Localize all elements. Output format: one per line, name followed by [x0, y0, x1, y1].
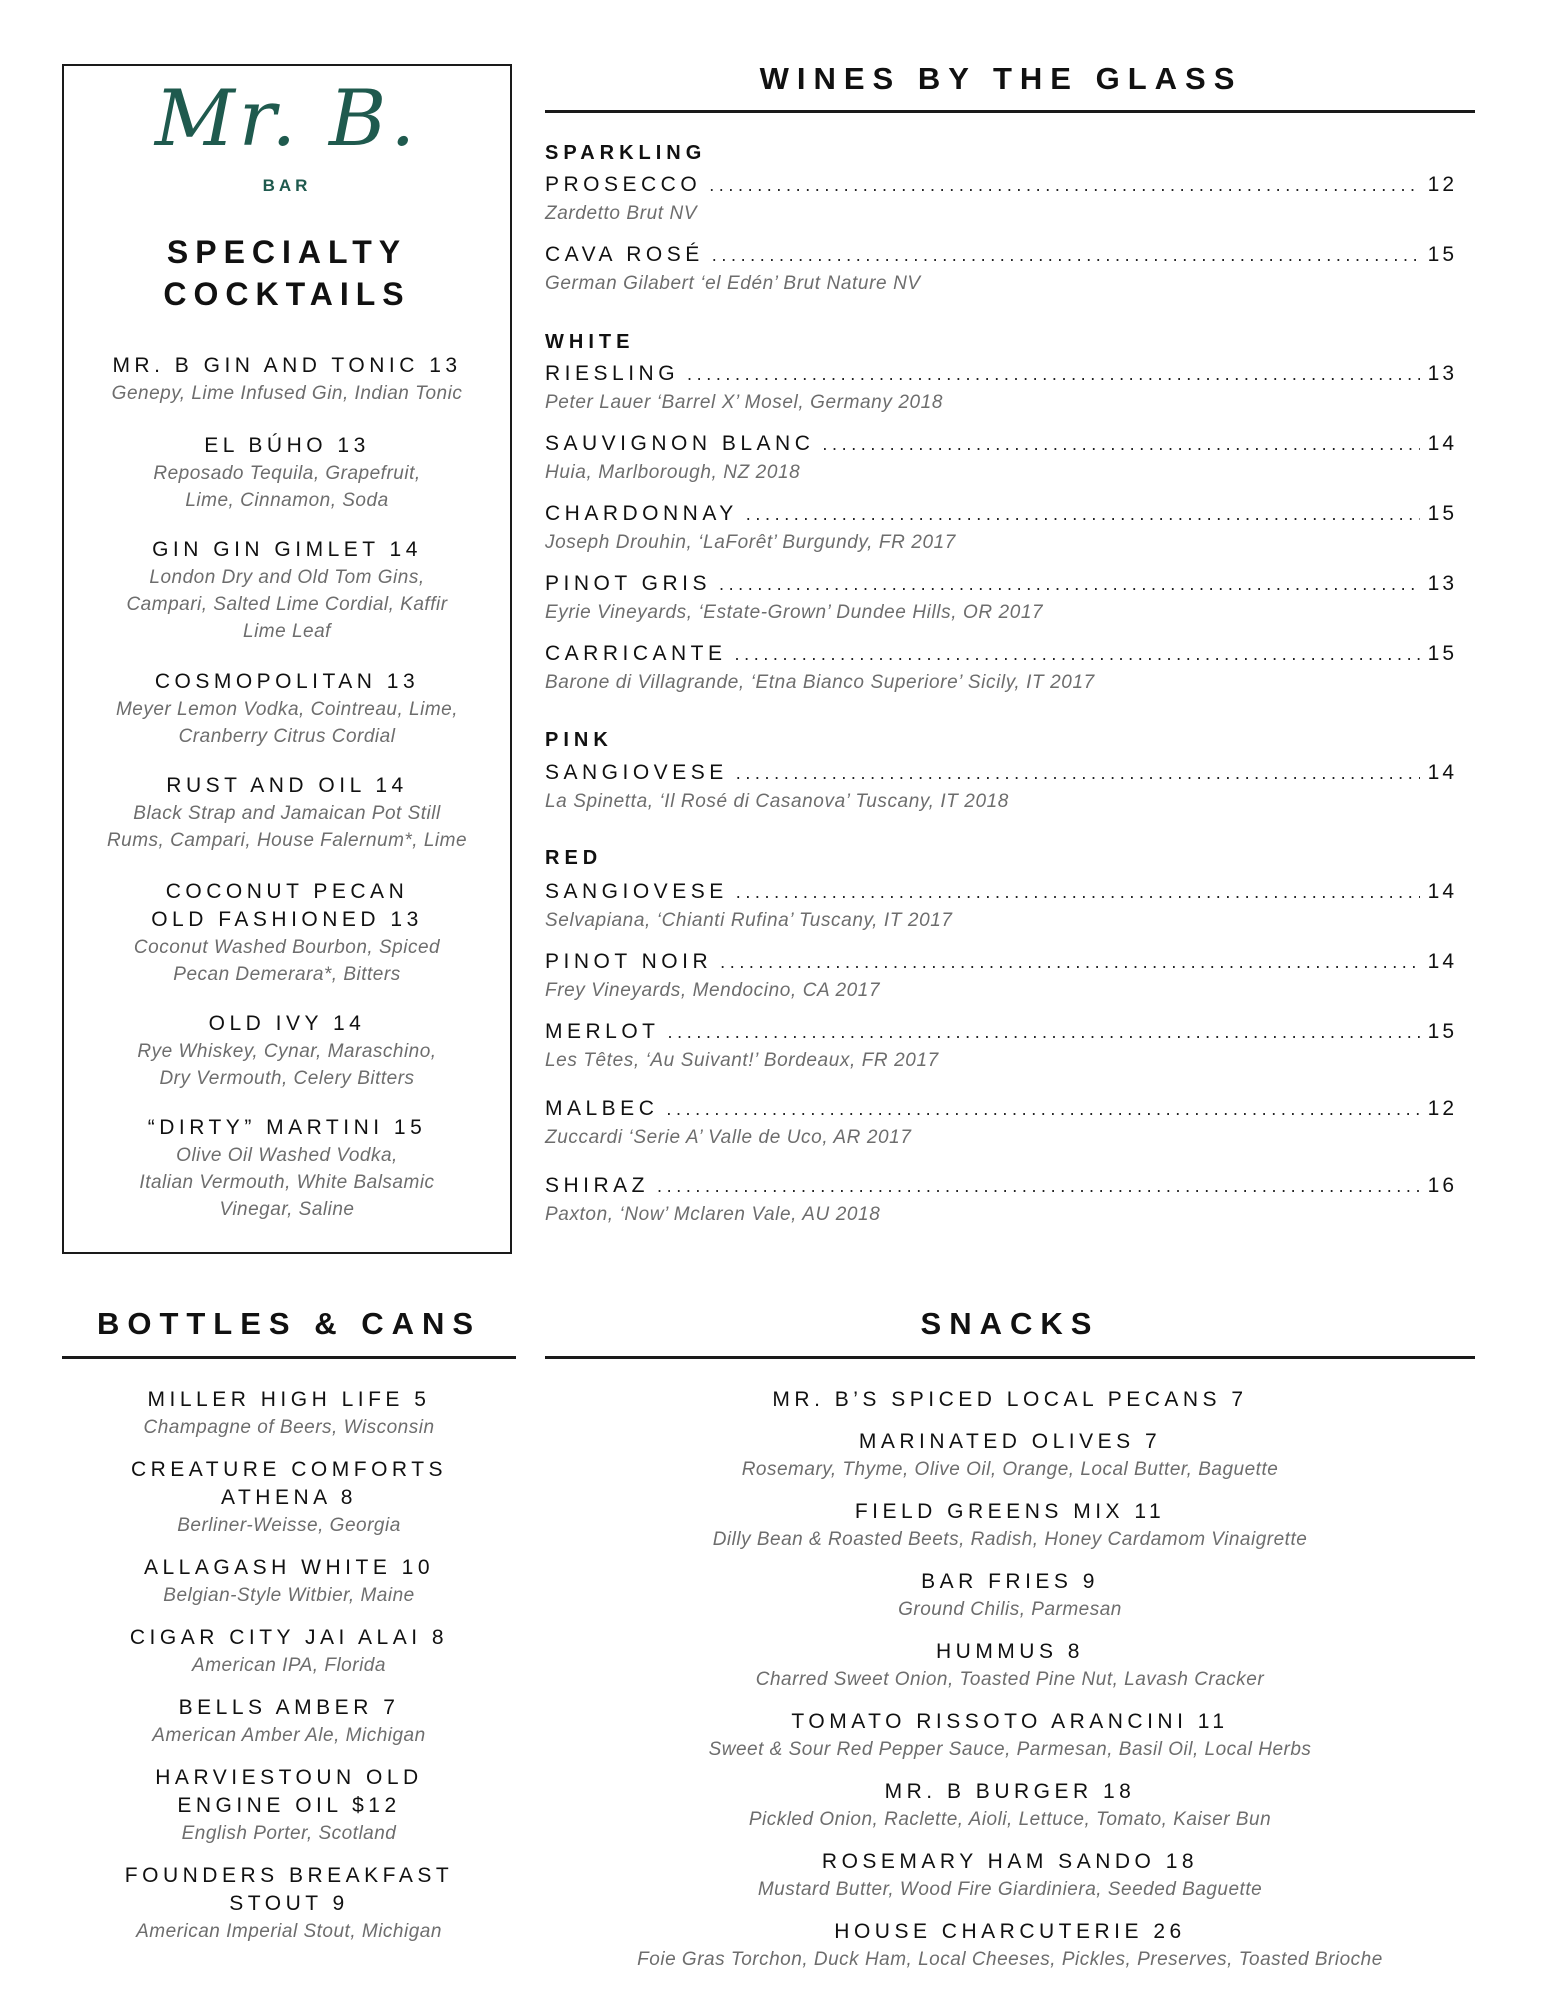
bottle-name: BELLS AMBER 7	[178, 1696, 400, 1719]
wine-name: MERLOT	[545, 1020, 660, 1043]
bottle-name-line2: STOUT 9	[229, 1892, 349, 1915]
wine-item	[545, 173, 1457, 227]
bottles-title: BOTTLES & CANS	[96, 1306, 482, 1341]
snack-desc: Charred Sweet Onion, Toasted Pine Nut, Lavash Cracker	[755, 1669, 1265, 1690]
cocktail-desc: London Dry and Old Tom Gins,	[149, 567, 425, 588]
bottle-desc: Champagne of Beers, Wisconsin	[143, 1417, 435, 1438]
wine-price: 15	[1427, 243, 1457, 266]
wine-item	[545, 880, 1457, 934]
cocktail-item	[64, 878, 510, 988]
dot-leader	[719, 574, 1420, 595]
wine-item	[545, 362, 1457, 416]
wine-desc: Joseph Drouhin, ‘LaForêt’ Burgundy, FR 2017	[545, 532, 956, 553]
bottles-rule	[62, 1356, 516, 1359]
cocktail-item	[64, 536, 510, 645]
cocktail-name: GIN GIN GIMLET 14	[152, 538, 422, 561]
cocktail-desc: Campari, Salted Lime Cordial, Kaffir	[126, 594, 448, 615]
wine-category-pink: PINK	[545, 729, 613, 751]
snack-name: MR. B’S SPICED LOCAL PECANS 7	[772, 1388, 1248, 1411]
cocktail-desc: Meyer Lemon Vodka, Cointreau, Lime,	[115, 699, 459, 720]
snack-desc: Sweet & Sour Red Pepper Sauce, Parmesan, Basil Oil, Local Herbs	[708, 1739, 1312, 1760]
bottle-name: ALLAGASH WHITE 10	[143, 1556, 435, 1579]
wine-desc: La Spinetta, ‘Il Rosé di Casanova’ Tuscany, IT 2018	[545, 791, 1009, 812]
bottle-desc: American Imperial Stout, Michigan	[136, 1921, 442, 1942]
dot-leader	[666, 1099, 1419, 1120]
wine-name: MALBEC	[545, 1097, 659, 1120]
cocktail-name: EL BÚHO 13	[204, 434, 370, 457]
bottle-item	[62, 1862, 516, 1945]
snack-desc: Pickled Onion, Raclette, Aioli, Lettuce, Tomato, Kaiser Bun	[748, 1809, 1272, 1830]
wine-price: 14	[1427, 432, 1457, 455]
snacks-title: SNACKS	[920, 1306, 1100, 1341]
snack-item	[545, 1386, 1475, 1414]
cocktail-item	[64, 1114, 510, 1223]
logo-subtitle: BAR	[262, 176, 312, 195]
dot-leader	[736, 763, 1420, 784]
wine-desc: Paxton, ‘Now’ Mclaren Vale, AU 2018	[545, 1204, 881, 1225]
bottle-name-line2: ENGINE OIL $12	[177, 1794, 401, 1817]
dot-leader	[736, 882, 1420, 903]
cocktail-item	[64, 432, 510, 514]
wine-price: 14	[1427, 880, 1457, 903]
snack-item	[545, 1778, 1475, 1833]
wine-item	[545, 1097, 1457, 1151]
bottle-name: HARVIESTOUN OLD	[155, 1766, 423, 1789]
cocktail-desc: Rye Whiskey, Cynar, Maraschino,	[137, 1041, 437, 1062]
cocktail-desc: Genepy, Lime Infused Gin, Indian Tonic	[111, 383, 463, 404]
wine-desc: Huia, Marlborough, NZ 2018	[545, 462, 801, 483]
dot-leader	[735, 644, 1420, 665]
wine-name: SANGIOVESE	[545, 761, 728, 784]
dot-leader	[720, 952, 1420, 973]
cocktail-desc: Cranberry Citrus Cordial	[178, 726, 396, 747]
wine-price: 15	[1427, 1020, 1457, 1043]
wine-item	[545, 572, 1457, 626]
wine-category-white: WHITE	[545, 331, 635, 353]
cocktail-desc: Dry Vermouth, Celery Bitters	[159, 1068, 415, 1089]
wine-item	[545, 642, 1457, 696]
cocktail-desc: Reposado Tequila, Grapefruit,	[153, 463, 421, 484]
cocktail-name-line2: OLD FASHIONED 13	[151, 908, 423, 931]
cocktail-desc: Italian Vermouth, White Balsamic	[139, 1172, 435, 1193]
wine-name: PINOT GRIS	[545, 572, 711, 595]
bottle-desc: American IPA, Florida	[192, 1655, 386, 1676]
wine-name: SANGIOVESE	[545, 880, 728, 903]
cocktail-item	[64, 1010, 510, 1092]
cocktail-box	[62, 64, 512, 1254]
logo: Mr. B.	[154, 74, 420, 164]
snack-desc: Foie Gras Torchon, Duck Ham, Local Cheeses, Pickles, Preserves, Toasted Brioche	[637, 1949, 1383, 1970]
cocktail-name: COCONUT PECAN	[165, 880, 409, 903]
cocktail-item	[64, 352, 510, 407]
wine-desc: Zuccardi ‘Serie A’ Valle de Uco, AR 2017	[545, 1127, 912, 1148]
wine-price: 13	[1427, 572, 1457, 595]
snack-item	[545, 1568, 1475, 1623]
bottle-item	[62, 1694, 516, 1749]
snack-name: FIELD GREENS MIX 11	[854, 1500, 1166, 1523]
wine-item	[545, 243, 1457, 297]
snack-name: HUMMUS 8	[935, 1640, 1084, 1663]
cocktail-desc: Pecan Demerara*, Bitters	[173, 964, 401, 985]
snack-item	[545, 1708, 1475, 1763]
wines-title: WINES BY THE GLASS	[759, 61, 1243, 96]
wine-category-sparkling: SPARKLING	[545, 142, 707, 164]
snack-item	[545, 1498, 1475, 1553]
wine-name: PROSECCO	[545, 173, 702, 196]
bottle-name: CREATURE COMFORTS	[130, 1458, 448, 1481]
wine-desc: German Gilabert ‘el Edén’ Brut Nature NV	[545, 273, 921, 294]
dot-leader	[709, 175, 1419, 196]
bottle-name: CIGAR CITY JAI ALAI 8	[129, 1626, 449, 1649]
wine-name: RIESLING	[545, 362, 680, 385]
wine-price: 15	[1427, 502, 1457, 525]
bottle-item	[62, 1554, 516, 1609]
wine-price: 14	[1427, 950, 1457, 973]
wine-desc: Zardetto Brut NV	[545, 203, 698, 224]
wine-desc: Selvapiana, ‘Chianti Rufina’ Tuscany, IT 2017	[545, 910, 953, 931]
bottle-desc: English Porter, Scotland	[181, 1823, 397, 1844]
wine-price: 14	[1427, 761, 1457, 784]
bottle-desc: American Amber Ale, Michigan	[152, 1725, 426, 1746]
wine-desc: Barone di Villagrande, ‘Etna Bianco Superiore’ Sicily, IT 2017	[545, 672, 1095, 693]
wine-name: SAUVIGNON BLANC	[545, 432, 815, 455]
wine-price: 12	[1427, 1097, 1457, 1120]
bottle-desc: Berliner-Weisse, Georgia	[177, 1515, 401, 1536]
snack-name: HOUSE CHARCUTERIE 26	[834, 1920, 1186, 1943]
bottle-item	[62, 1624, 516, 1679]
dot-leader	[746, 504, 1420, 525]
snack-name: TOMATO RISSOTO ARANCINI 11	[791, 1710, 1229, 1733]
snacks-rule	[545, 1356, 1475, 1359]
bottle-name: FOUNDERS BREAKFAST	[124, 1864, 454, 1887]
bottle-item	[62, 1456, 516, 1539]
snack-desc: Ground Chilis, Parmesan	[898, 1599, 1122, 1620]
wine-desc: Les Têtes, ‘Au Suivant!’ Bordeaux, FR 2017	[545, 1050, 939, 1071]
snack-name: BAR FRIES 9	[921, 1570, 1099, 1593]
cocktail-desc: Rums, Campari, House Falernum*, Lime	[106, 830, 468, 851]
dot-leader	[657, 1176, 1420, 1197]
cocktail-name: OLD IVY 14	[208, 1012, 366, 1035]
wine-item	[545, 502, 1457, 556]
wine-item	[545, 432, 1457, 486]
wine-desc: Frey Vineyards, Mendocino, CA 2017	[545, 980, 881, 1001]
snack-item	[545, 1918, 1475, 1973]
wine-desc: Peter Lauer ‘Barrel X’ Mosel, Germany 2018	[545, 392, 943, 413]
snack-desc: Dilly Bean & Roasted Beets, Radish, Honey Cardamom Vinaigrette	[712, 1529, 1308, 1550]
bottle-item	[62, 1386, 516, 1441]
wine-desc: Eyrie Vineyards, ‘Estate-Grown’ Dundee Hills, OR 2017	[545, 602, 1044, 623]
wine-price: 15	[1427, 642, 1457, 665]
wine-item	[545, 950, 1457, 1004]
cocktail-name: COSMOPOLITAN 13	[154, 670, 420, 693]
wine-item	[545, 1020, 1457, 1074]
dot-leader	[687, 364, 1420, 385]
cocktail-desc: Lime, Cinnamon, Soda	[185, 490, 389, 511]
dot-leader	[668, 1022, 1420, 1043]
wine-price: 12	[1427, 173, 1457, 196]
snack-item	[545, 1428, 1475, 1483]
cocktail-name: “DIRTY” MARTINI 15	[147, 1116, 427, 1139]
snack-item	[545, 1638, 1475, 1693]
wine-name: CARRICANTE	[545, 642, 727, 665]
wine-item	[545, 761, 1457, 815]
bottle-item	[62, 1764, 516, 1847]
wine-category-red: RED	[545, 847, 603, 869]
snack-desc: Mustard Butter, Wood Fire Giardiniera, Seeded Baguette	[757, 1879, 1263, 1900]
bottle-name: MILLER HIGH LIFE 5	[147, 1388, 431, 1411]
wine-price: 13	[1427, 362, 1457, 385]
cocktails-title-line2: COCKTAILS	[163, 276, 411, 312]
cocktails-title-line1: SPECIALTY	[166, 234, 408, 270]
dot-leader	[822, 434, 1419, 455]
cocktail-item	[64, 668, 510, 750]
snack-item	[545, 1848, 1475, 1903]
cocktail-desc: Black Strap and Jamaican Pot Still	[133, 803, 441, 824]
wine-name: CHARDONNAY	[545, 502, 738, 525]
cocktail-name: MR. B GIN AND TONIC 13	[112, 354, 462, 377]
snack-name: MR. B BURGER 18	[884, 1780, 1136, 1803]
cocktail-desc: Olive Oil Washed Vodka,	[176, 1145, 398, 1166]
snack-desc: Rosemary, Thyme, Olive Oil, Orange, Local Butter, Baguette	[741, 1459, 1279, 1480]
cocktail-desc: Lime Leaf	[243, 621, 331, 642]
wine-price: 16	[1427, 1174, 1457, 1197]
cocktail-item	[64, 772, 510, 854]
wines-rule	[545, 110, 1475, 113]
snack-name: ROSEMARY HAM SANDO 18	[821, 1850, 1199, 1873]
wine-name: CAVA ROSÉ	[545, 243, 704, 266]
dot-leader	[712, 245, 1420, 266]
wine-name: SHIRAZ	[545, 1174, 650, 1197]
bottle-name-line2: ATHENA 8	[221, 1486, 357, 1509]
cocktail-desc: Vinegar, Saline	[219, 1199, 355, 1220]
wine-item	[545, 1174, 1457, 1228]
cocktail-desc: Coconut Washed Bourbon, Spiced	[133, 937, 441, 958]
cocktail-name: RUST AND OIL 14	[166, 774, 408, 797]
bottle-desc: Belgian-Style Witbier, Maine	[163, 1585, 415, 1606]
snack-name: MARINATED OLIVES 7	[858, 1430, 1162, 1453]
wine-name: PINOT NOIR	[545, 950, 713, 973]
